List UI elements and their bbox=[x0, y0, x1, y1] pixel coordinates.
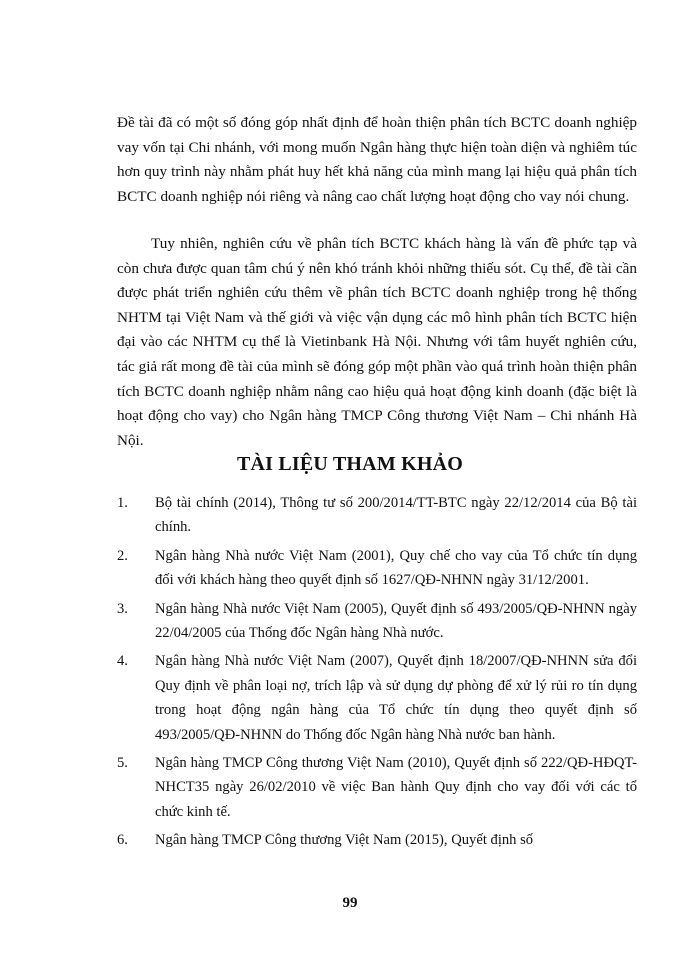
reference-number: 5. bbox=[117, 755, 128, 772]
reference-number: 1. bbox=[117, 495, 128, 511]
reference-text: Ngân hàng Nhà nước Việt Nam (2005), Quyết định số 493/2005/QĐ-NHNN ngày 22/04/2005 của Thống đốc Ngân hàng Nhà nước. bbox=[155, 600, 637, 642]
reference-number: 4. bbox=[117, 653, 128, 670]
reference-text: Ngân hàng Nhà nước Việt Nam (2007), Quyết định 18/2007/QĐ-NHNN sửa đổi Quy định về phân loại nợ, trích lập và sử dụng dự phòng để xử lý rủi ro tín dụng trong hoạt động ngân hàng của Tổ chức tín dụng theo quyết định số 493/2005/QĐ-NHNN do Thống đốc Ngân hàng Nhà nước ban hành. bbox=[155, 653, 637, 743]
reference-item bbox=[117, 491, 637, 540]
reference-number: 3. bbox=[117, 600, 128, 617]
page-number: 99 bbox=[342, 895, 358, 911]
reference-text: Ngân hàng Nhà nước Việt Nam (2001), Quy chế cho vay của Tổ chức tín dụng đối với khách hàng theo quyết định số 1627/QĐ-NHNN ngày 31/12/2001. bbox=[155, 547, 637, 589]
reference-item bbox=[117, 828, 637, 852]
reference-text: Ngân hàng TMCP Công thương Việt Nam (2015), Quyết định số bbox=[155, 832, 534, 849]
reference-number: 2. bbox=[117, 547, 128, 564]
reference-list bbox=[117, 491, 637, 857]
reference-text: Bộ tài chính (2014), Thông tư số 200/2014/TT-BTC ngày 22/12/2014 của Bộ tài chính. bbox=[155, 495, 637, 536]
reference-text: Ngân hàng TMCP Công thương Việt Nam (2010), Quyết định số 222/QĐ-HĐQT-NHCT35 ngày 26/02/2010 về việc Ban hành Quy định cho vay đối với các tổ chức kinh tế. bbox=[155, 755, 637, 820]
reference-item bbox=[117, 544, 637, 593]
reference-item bbox=[117, 597, 637, 646]
reference-item bbox=[117, 649, 637, 747]
body-paragraph-1: Đề tài đã có một số đóng góp nhất định để hoàn thiện phân tích BCTC doanh nghiệp vay vốn tại Chi nhánh, với mong muốn Ngân hàng thực hiện toàn diện và nghiêm túc hơn quy trình này nhằm phát huy hết khả năng của mình mang lại hiệu quả phân tích BCTC doanh nghiệp nói riêng và nâng cao chất lượng hoạt động cho vay nói chung. bbox=[117, 114, 637, 205]
references-heading: TÀI LIỆU THAM KHẢO bbox=[236, 453, 464, 475]
reference-item bbox=[117, 751, 637, 824]
body-paragraph-2: Tuy nhiên, nghiên cứu về phân tích BCTC khách hàng là vấn đề phức tạp và còn chưa được quan tâm chú ý nên khó tránh khỏi những thiếu sót. Cụ thể, đề tài cần được phát triển nghiên cứu thêm về phân tích BCTC doanh nghiệp trong hệ thống NHTM tại Việt Nam và thế giới và việc vận dụng các mô hình phân tích BCTC hiện đại vào các NHTM cụ thể là Vietinbank Hà Nội. Nhưng với tâm huyết nghiên cứu, tác giả rất mong đề tài của mình sẽ đóng góp một phần vào quá trình hoàn thiện phân tích BCTC doanh nghiệp nhằm nâng cao hiệu quả hoạt động kinh doanh (đặc biệt là hoạt động cho vay) cho Ngân hàng TMCP Công thương Việt Nam – Chi nhánh Hà Nội. bbox=[117, 235, 637, 449]
reference-number: 6. bbox=[117, 832, 128, 849]
